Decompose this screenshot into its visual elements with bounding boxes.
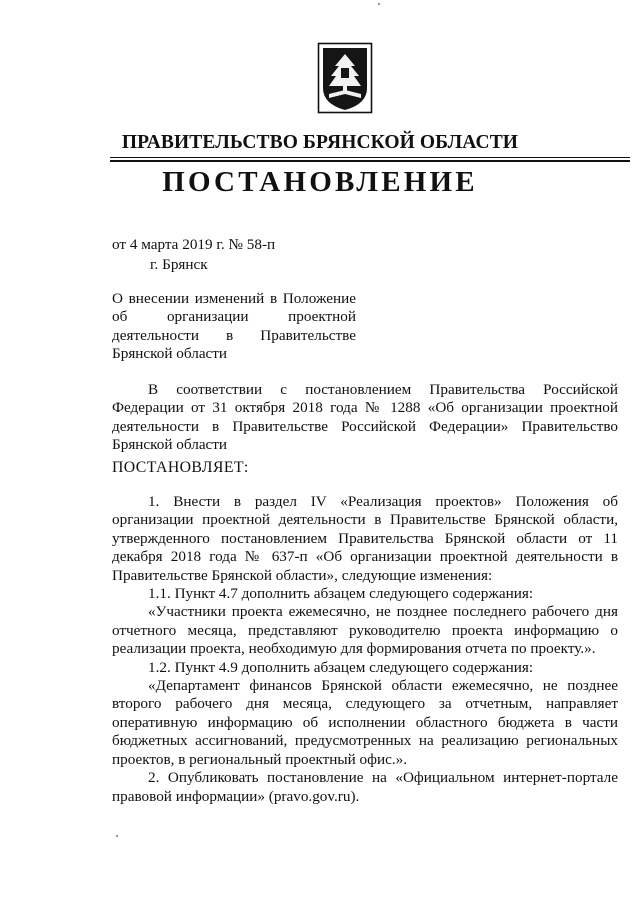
preamble-paragraph: В соответствии с постановлением Правительства Российской Федерации от 31 октября 2018 года № 1288 «Об организации проектной деятельности в Правительстве Российской Федерации» Правительство Брянской области	[112, 381, 618, 454]
items-block	[112, 493, 618, 806]
document-date-number: от 4 марта 2019 г. № 58-п	[112, 236, 276, 253]
preamble-block	[112, 381, 618, 455]
header-rule-thin	[110, 157, 630, 158]
document-type-title: ПОСТАНОВЛЕНИЕ	[162, 166, 478, 198]
scan-speck	[378, 3, 380, 5]
organization-title: ПРАВИТЕЛЬСТВО БРЯНСКОЙ ОБЛАСТИ	[121, 132, 519, 153]
item-1-2-quote: «Департамент финансов Брянской области ежемесячно, не позднее второго рабочего дня месяца, следующего за отчетным, направляет оперативную информацию об исполнении областного бюджета в части бюджетных ассигнований, предусмотренных на реализацию региональных проектов, в региональный проектный офис.».	[112, 677, 618, 768]
header-rule-thick	[110, 160, 630, 162]
item-1-1-paragraph: 1.1. Пункт 4.7 дополнить абзацем следующего содержания:	[148, 585, 534, 603]
item-1-paragraph: 1. Внести в раздел IV «Реализация проектов» Положения об организации проектной деятельности в Правительстве Брянской области, утвержденного постановлением Правительства Брянской области от 11 декабря 2018 года № 637-п «Об организации проектной деятельности в Правительстве Брянской области», следующие изменения:	[112, 493, 618, 584]
item-2-paragraph: 2. Опубликовать постановление на «Официальном интернет-портале правовой информации» (pravo.gov.ru).	[112, 769, 618, 805]
document-city: г. Брянск	[150, 256, 208, 273]
item-1-2-paragraph: 1.2. Пункт 4.9 дополнить абзацем следующего содержания:	[148, 658, 534, 676]
item-1-1-quote: «Участники проекта ежемесячно, не позднее последнего рабочего дня отчетного месяца, представляют руководителю проекта информацию о реализации проекта, необходимую для формирования отчета по проекту.».	[112, 603, 618, 658]
scan-speck	[116, 835, 118, 837]
document-subject: О внесении изменений в Положение об организации проектной деятельности в Правительстве Брянской области	[112, 290, 356, 363]
coat-of-arms-emblem	[317, 42, 373, 114]
resolve-heading: ПОСТАНОВЛЯЕТ:	[112, 459, 249, 476]
